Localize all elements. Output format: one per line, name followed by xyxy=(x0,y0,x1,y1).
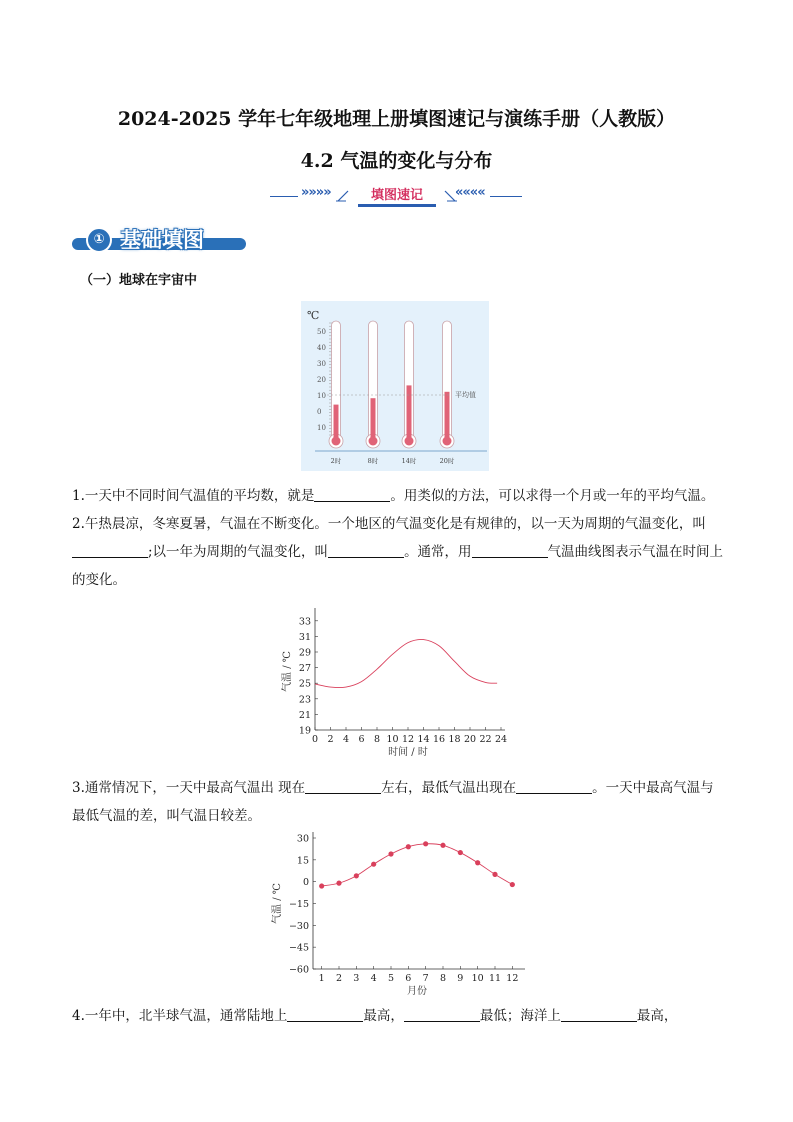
q2-blank-2[interactable] xyxy=(328,543,404,558)
y-tick-label: 21 xyxy=(298,709,311,721)
data-point xyxy=(510,882,515,887)
banner-underline xyxy=(358,204,436,207)
annual-chart-xlabel: 月份 xyxy=(407,986,427,997)
q4-blank-1[interactable] xyxy=(287,1007,363,1022)
section-badge xyxy=(72,224,248,254)
y-tick-label: −15 xyxy=(288,899,309,910)
x-tick-label: 10 xyxy=(471,973,484,984)
x-tick-label: 24 xyxy=(494,734,508,745)
question-1 xyxy=(72,482,724,510)
thermometer-bulb xyxy=(369,437,378,446)
x-tick-label: 11 xyxy=(488,973,502,984)
y-tick-label: 23 xyxy=(298,694,311,706)
x-tick-label: 6 xyxy=(405,973,412,984)
x-tick-label: 10 xyxy=(386,734,399,745)
x-tick-label: 5 xyxy=(387,973,395,984)
x-tick-label: 4 xyxy=(370,973,377,984)
y-tick-label: −60 xyxy=(288,964,309,976)
daily-chart-ylabel: 气温 / ℃ xyxy=(282,651,293,692)
q3-blank-1[interactable] xyxy=(305,779,381,794)
q4-text-b: 最高， xyxy=(363,1008,404,1024)
scale-label: 10 xyxy=(317,424,326,432)
annual-chart-ylabel: 气温 / ℃ xyxy=(272,883,283,924)
scale-label: 10 xyxy=(317,392,326,400)
q2-blank-1[interactable] xyxy=(72,543,148,558)
q1-text-a: 1.一天中不同时间气温值的平均数，就是 xyxy=(72,488,315,504)
y-tick-label: 33 xyxy=(298,616,311,628)
thermometer-mercury xyxy=(407,385,412,441)
section-title: 4.2 气温的变化与分布 xyxy=(300,150,493,172)
question-4 xyxy=(72,1002,724,1030)
annual-chart-points xyxy=(319,841,515,888)
annual-temperature-line xyxy=(322,844,513,886)
thermometer-label: 14时 xyxy=(401,457,417,465)
x-tick-label: 8 xyxy=(373,734,381,745)
data-point xyxy=(423,841,428,846)
x-tick-label: 3 xyxy=(353,973,360,984)
thermometer-mercury xyxy=(445,392,450,441)
q2-text-d: 气温曲线图表示气温在时间上的变化。 xyxy=(72,544,724,588)
q1-text-b: 。用类似的方法，可以求得一个月或一年的平均气温。 xyxy=(390,488,715,504)
data-point xyxy=(492,872,497,877)
thermometer-label: 2时 xyxy=(330,457,342,465)
thermometer-2 xyxy=(366,321,380,465)
scale-label: 0 xyxy=(317,408,322,416)
x-tick-label: 1 xyxy=(318,973,325,984)
x-tick-label: 4 xyxy=(342,734,350,745)
scale-label: 30 xyxy=(317,360,326,368)
data-point xyxy=(475,860,480,865)
question-3 xyxy=(72,774,724,830)
daily-temperature-chart xyxy=(272,608,512,763)
question-2 xyxy=(72,510,724,594)
q4-blank-2[interactable] xyxy=(404,1007,480,1022)
thermometer-bulb xyxy=(332,437,341,446)
thermometer-bulb xyxy=(443,437,452,446)
x-tick-label: 16 xyxy=(432,734,446,745)
banner-arrows-left: »»»» xyxy=(301,185,331,200)
banner-label: 填图速记 xyxy=(370,188,423,203)
y-tick-label: 31 xyxy=(298,631,311,643)
annual-temperature-chart xyxy=(268,832,530,1002)
x-tick-label: 20 xyxy=(463,734,477,745)
q2-blank-3[interactable] xyxy=(472,543,548,558)
banner-slash-left xyxy=(336,190,350,202)
x-tick-label: 12 xyxy=(506,973,519,984)
banner-line-left xyxy=(270,196,298,197)
thermometer-bulb xyxy=(405,437,414,446)
x-tick-label: 8 xyxy=(439,973,447,984)
annual-chart-y-ticks xyxy=(289,834,316,976)
scale-label: 50 xyxy=(317,328,326,336)
x-tick-label: 0 xyxy=(311,734,319,745)
scale-label: 40 xyxy=(317,344,326,352)
y-tick-label: 29 xyxy=(298,647,311,659)
thermometer-figure xyxy=(301,301,489,471)
q4-text-a: 4.一年中，北半球气温，通常陆地上 xyxy=(72,1008,288,1024)
q3-text-a: 3.通常情况下，一天中最高气温出 现在 xyxy=(72,780,306,796)
x-tick-label: 12 xyxy=(401,734,415,745)
q2-text-b: ;以一年为周期的气温变化，叫 xyxy=(148,544,329,560)
y-tick-label: 27 xyxy=(298,663,311,675)
x-tick-label: 22 xyxy=(479,734,492,745)
data-point xyxy=(371,862,376,867)
x-tick-label: 9 xyxy=(457,973,464,984)
daily-chart-xlabel: 时间 / 时 xyxy=(388,747,428,758)
banner-line-right xyxy=(490,196,522,197)
q4-blank-3[interactable] xyxy=(561,1007,637,1022)
x-tick-label: 6 xyxy=(358,734,365,745)
banner-arrows-right: «««« xyxy=(455,185,485,200)
daily-chart-axes xyxy=(315,608,505,730)
average-label: 平均值 xyxy=(455,391,476,399)
x-tick-label: 14 xyxy=(417,734,430,745)
q4-text-c: 最低；海洋上 xyxy=(479,1008,561,1024)
q2-text-a: 2.午热晨凉，冬寒夏暑，气温在不断变化。一个地区的气温变化是有规律的，以一天为周期的气温变化，叫 xyxy=(72,516,706,532)
q3-text-b: 左右，最低气温出现在 xyxy=(381,780,517,796)
y-tick-label: 15 xyxy=(296,855,309,867)
section-heading: 基础填图 xyxy=(120,228,204,252)
data-point xyxy=(388,851,393,856)
data-point xyxy=(354,873,359,878)
q4-text-d: 最高， xyxy=(636,1008,678,1024)
thermometer-unit: ℃ xyxy=(307,309,320,322)
section-number: ① xyxy=(86,227,112,253)
data-point xyxy=(336,881,341,886)
y-tick-label: −30 xyxy=(288,920,309,932)
q3-blank-2[interactable] xyxy=(516,779,592,794)
q1-blank[interactable] xyxy=(314,487,390,502)
thermometer-label: 8时 xyxy=(367,457,379,465)
x-tick-label: 2 xyxy=(335,973,343,984)
x-tick-label: 18 xyxy=(448,734,461,745)
data-point xyxy=(406,844,411,849)
thermometer-mercury xyxy=(334,405,339,441)
data-point xyxy=(319,883,324,888)
scale-label: 20 xyxy=(317,376,326,384)
q3-text-c: 。一天中最高气温与最低气温的差，叫气温日较差。 xyxy=(72,780,714,824)
thermometer-label: 20时 xyxy=(439,457,455,465)
y-tick-label: 25 xyxy=(298,678,311,690)
y-tick-label: 30 xyxy=(296,833,309,845)
x-tick-label: 7 xyxy=(422,973,429,984)
thermometer-1 xyxy=(329,321,343,465)
thermometer-figure-bg xyxy=(301,301,489,471)
thermometer-mercury xyxy=(371,398,376,441)
data-point xyxy=(458,850,463,855)
data-point xyxy=(440,843,445,848)
y-tick-label: 19 xyxy=(298,725,311,737)
annual-chart-axes xyxy=(313,832,525,969)
daily-temperature-line xyxy=(315,639,497,687)
x-tick-label: 2 xyxy=(327,734,334,745)
y-tick-label: 0 xyxy=(302,877,309,889)
banner xyxy=(270,184,524,210)
q2-text-c: 。通常，用 xyxy=(404,544,472,560)
y-tick-label: −45 xyxy=(288,942,309,954)
subsection-heading: （一）地球在宇宙中 xyxy=(80,273,198,288)
document-title: 2024-2025 学年七年级地理上册填图速记与演练手册（人教版） xyxy=(117,108,676,130)
